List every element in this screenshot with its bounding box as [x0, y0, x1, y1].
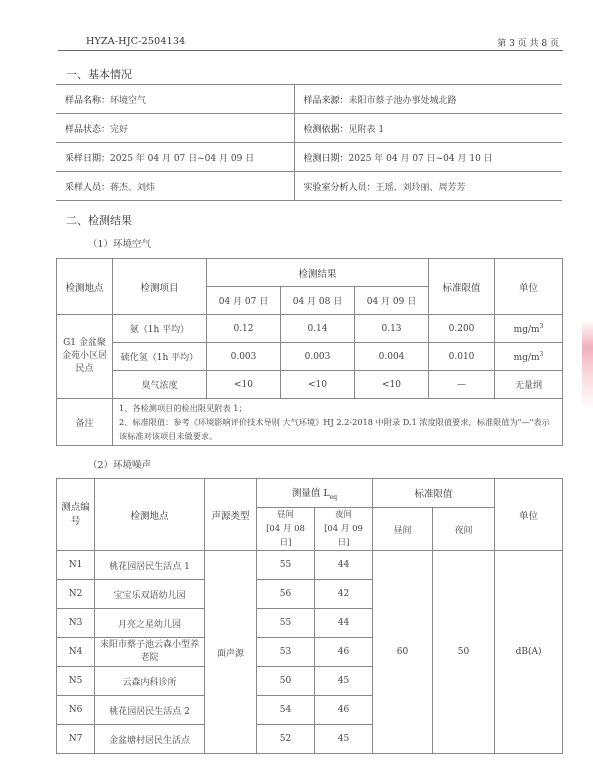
- air-row: [57, 315, 563, 343]
- air-value: <10: [281, 371, 355, 399]
- air-value: 0.004: [355, 343, 429, 371]
- noise-day: 55: [257, 609, 315, 638]
- air-header-results: 检测结果: [207, 259, 429, 287]
- noise-type: 面声源: [205, 551, 257, 754]
- noise-location: 宝宝乐双语幼儿园: [95, 580, 205, 609]
- page-number: 第 3 页 共 8 页: [497, 39, 559, 49]
- air-subtitle: （1）环境空气: [88, 239, 152, 250]
- info-cell: 采样日期：2025 年 04 月 07 日~04 月 09 日: [56, 143, 294, 172]
- air-row: [57, 343, 563, 371]
- air-value: 0.12: [207, 315, 281, 343]
- noise-night: 45: [315, 667, 373, 696]
- section-basic-title: 一、基本情况: [66, 68, 132, 81]
- info-cell: 样品名称：环境空气: [56, 85, 294, 114]
- info-cell: 样品来源：耒阳市蔡子池办事处城北路: [294, 85, 562, 114]
- noise-no: N5: [57, 667, 95, 696]
- air-unit: 无量纲: [495, 371, 563, 399]
- report-code: HYZA-HJC-2504134: [86, 36, 186, 47]
- noise-header-limit: 标准限值: [373, 479, 495, 508]
- noise-night: 46: [315, 696, 373, 725]
- info-row: [56, 85, 562, 114]
- note-line-2: 2、标准限值：参考《环境影响评价技术导则 大气环境》HJ 2.2-2018 中附录 D.1 浓度限值要求，标准限值为"—"表示该标准对该项目未做要求。: [119, 417, 550, 441]
- noise-location: 月亮之星幼儿园: [95, 609, 205, 638]
- noise-limit-night: 50: [433, 551, 495, 754]
- air-limit: —: [429, 371, 495, 399]
- noise-header-no: 测点编号: [57, 479, 95, 551]
- air-value: 0.003: [281, 343, 355, 371]
- info-cell: 实验室分析人员：王瑶、刘玲丽、周芳芳: [294, 172, 562, 201]
- noise-no: N7: [57, 725, 95, 754]
- noise-header-day: 昼间 [04 月 08 日]: [257, 508, 315, 551]
- noise-unit: dB(A): [495, 551, 563, 754]
- noise-no: N2: [57, 580, 95, 609]
- noise-subtitle: （2）环境噪声: [88, 460, 152, 471]
- noise-location: 桃花园居民生活点 1: [95, 551, 205, 580]
- air-item: 臭气浓度: [113, 371, 207, 399]
- note-label: 备注: [57, 399, 113, 446]
- noise-no: N3: [57, 609, 95, 638]
- air-location: G1 金盆聚金苑小区居民点: [57, 315, 113, 399]
- seal-stamp-edge: [582, 320, 593, 410]
- air-limit: 0.200: [429, 315, 495, 343]
- noise-day: 54: [257, 696, 315, 725]
- note-text: [113, 399, 563, 446]
- limit-header-day: 昼间: [373, 508, 433, 551]
- basic-info-table: [56, 84, 562, 201]
- noise-location: 桃花园居民生活点 2: [95, 696, 205, 725]
- noise-night: 45: [315, 725, 373, 754]
- air-header-limit: 标准限值: [429, 259, 495, 315]
- noise-no: N4: [57, 638, 95, 667]
- air-header-unit: 单位: [495, 259, 563, 315]
- noise-row: [57, 551, 563, 580]
- air-unit: $mg/m^3$: [495, 343, 563, 371]
- limit-header-night: 夜间: [433, 508, 495, 551]
- noise-limit-day: 60: [373, 551, 433, 754]
- noise-no: N6: [57, 696, 95, 725]
- air-date-header: 04 月 09 日: [355, 287, 429, 315]
- noise-night: 44: [315, 551, 373, 580]
- air-row: [57, 371, 563, 399]
- noise-results-table: [56, 478, 563, 754]
- info-cell: 检测日期：2025 年 04 月 07 日~04 月 10 日: [294, 143, 562, 172]
- info-row: [56, 114, 562, 143]
- air-header-item: 检测项目: [113, 259, 207, 315]
- noise-day: 55: [257, 551, 315, 580]
- noise-night: 46: [315, 638, 373, 667]
- air-unit: $mg/m^3$: [495, 315, 563, 343]
- noise-night: 44: [315, 609, 373, 638]
- air-header-location: 检测地点: [57, 259, 113, 315]
- info-cell: 采样人员：蒋杰、刘炜: [56, 172, 294, 201]
- noise-day: 53: [257, 638, 315, 667]
- info-row: [56, 143, 562, 172]
- air-value: 0.13: [355, 315, 429, 343]
- noise-no: N1: [57, 551, 95, 580]
- noise-header-unit: 单位: [495, 479, 563, 551]
- noise-night: 42: [315, 580, 373, 609]
- noise-day: 56: [257, 580, 315, 609]
- air-value: 0.003: [207, 343, 281, 371]
- noise-location: 云森内科诊所: [95, 667, 205, 696]
- air-limit: 0.010: [429, 343, 495, 371]
- noise-header-night: 夜间 [04 月 09 日]: [315, 508, 373, 551]
- air-results-table: [56, 258, 563, 446]
- info-row: [56, 172, 562, 201]
- page-header: [58, 36, 563, 51]
- air-value: <10: [207, 371, 281, 399]
- air-item: 硫化氢（1h 平均）: [113, 343, 207, 371]
- noise-header-type: 声源类型: [205, 479, 257, 551]
- section-results-title: 二、检测结果: [66, 214, 132, 227]
- air-item: 氨（1h 平均）: [113, 315, 207, 343]
- noise-location: 耒阳市蔡子池云森小型养老院: [95, 638, 205, 667]
- note-line-1: 1、各检测项目的检出限见附表 1；: [119, 403, 247, 413]
- noise-location: 金盆塘村居民生活点: [95, 725, 205, 754]
- noise-header-measured: 测量值 $L_{eq}$: [257, 479, 373, 508]
- info-cell: 检测依据：见附表 1: [294, 114, 562, 143]
- air-date-header: 04 月 07 日: [207, 287, 281, 315]
- noise-header-location: 检测地点: [95, 479, 205, 551]
- air-value: <10: [355, 371, 429, 399]
- air-value: 0.14: [281, 315, 355, 343]
- air-date-header: 04 月 08 日: [281, 287, 355, 315]
- noise-day: 52: [257, 725, 315, 754]
- info-cell: 样品状态：完好: [56, 114, 294, 143]
- noise-day: 50: [257, 667, 315, 696]
